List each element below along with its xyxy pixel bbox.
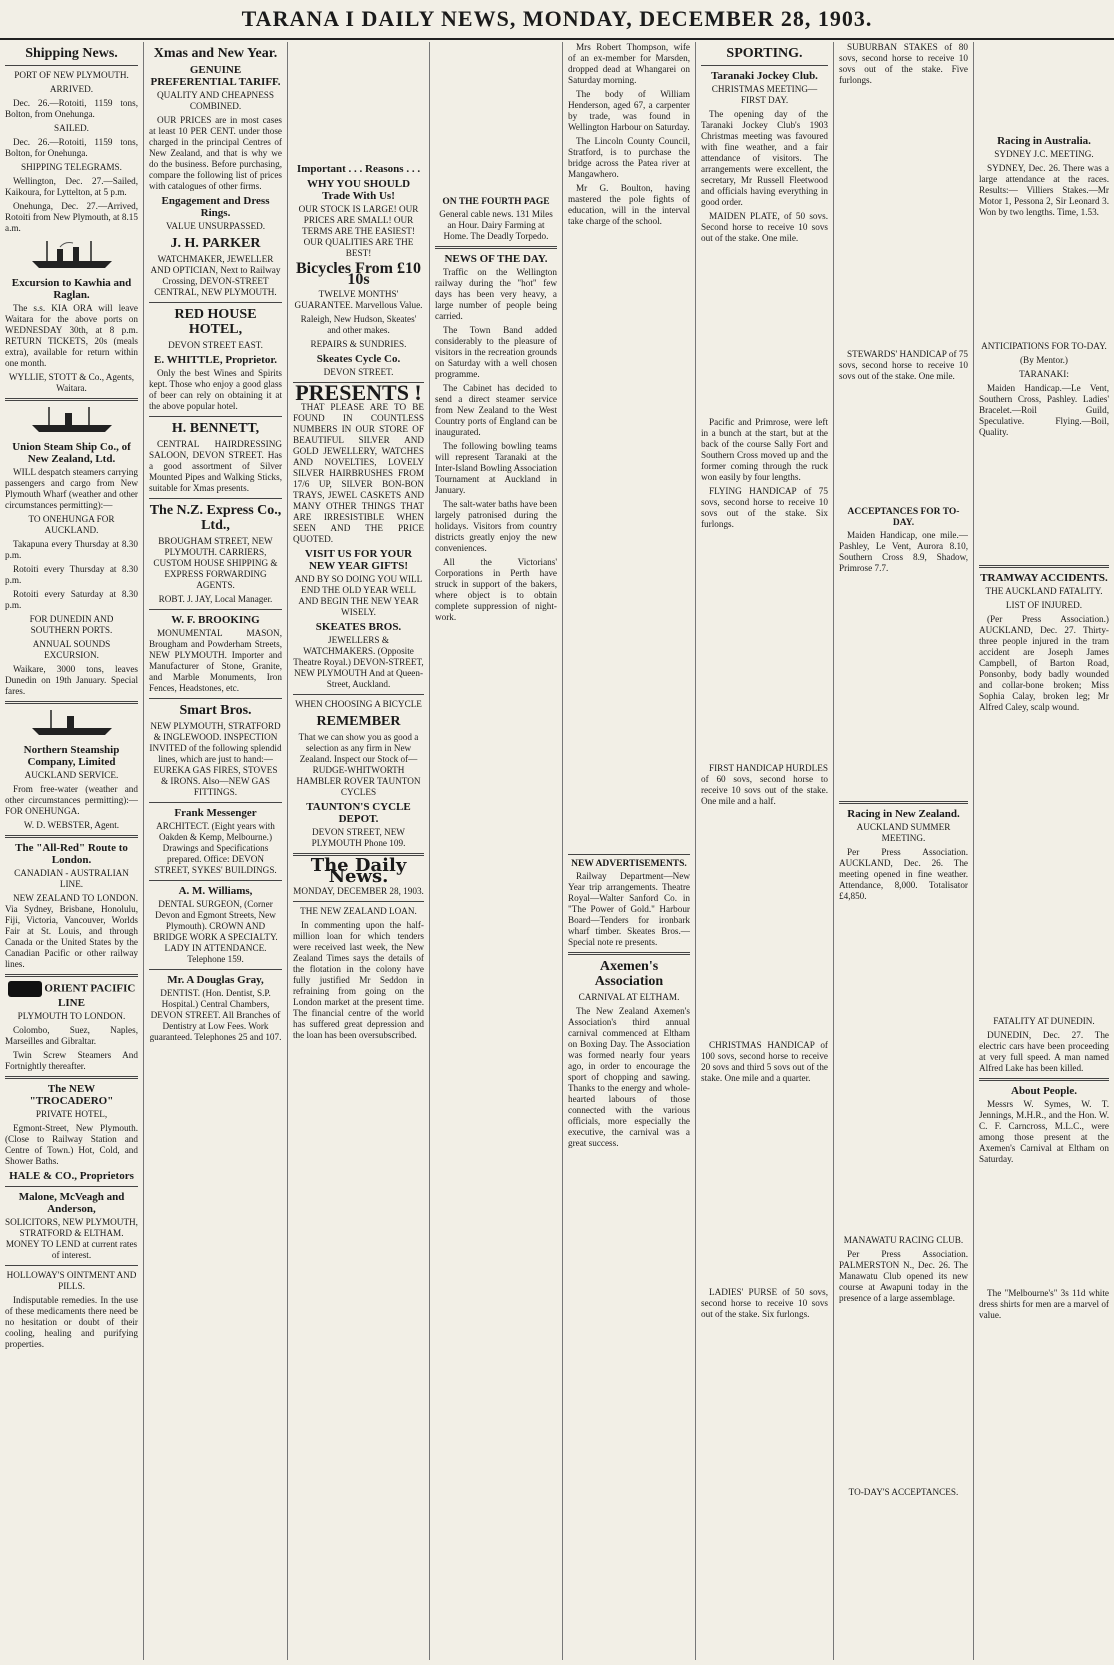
holloway-body: Indisputable remedies. In the use of these medicaments there need be no hesitation or doubt of their cooling, healing and purifying properties. (5, 1295, 138, 1349)
taunton-addr: DEVON STREET, NEW PLYMOUTH Phone 109. (311, 827, 406, 848)
williams-body: DENTAL SURGEON, (Corner Devon and Egmont Streets, New Plymouth). CROWN AND BRIDGE WORK A SPECIALTY. LADY IN ATTENDANCE. Telephone 159. (153, 899, 278, 964)
northern-heading: Northern Steamship Company, Limited (23, 744, 120, 768)
telegram-entry: Onehunga, Dec. 27.—Arrived, Rotoiti from New Plymouth, at 8.15 a.m. (5, 201, 138, 233)
text-block-continued (979, 1168, 1109, 1288)
divider (5, 398, 138, 401)
shipping-heading: Shipping News. (25, 46, 118, 61)
by-line: (By Mentor.) (1020, 355, 1068, 365)
divider (149, 609, 282, 610)
results-table (839, 89, 968, 349)
anticipations-body: Maiden Handicap.—Le Vent, Southern Cross, Pashley. Ladies' Bracelet.—Roil Guild, Speculative. Flying.—Boil, Quality. (979, 383, 1109, 437)
tram-body: (Per Press Association.) AUCKLAND, Dec. 27. Thirty-three people injured in the tram accident are Joseph James Campbell, of Barton Road, Ponsonby, body badly wounded and collar-bone broken; Miss Sophia Calay, broken leg; Mr Alfred Caley, scalp wound. (979, 614, 1109, 712)
williams-heading: A. M. Williams, (178, 885, 253, 897)
excursion-body: The s.s. KIA ORA will leave Waitara for the above ports on WEDNESDAY 30th, at 8 p.m. RETURN TICKETS, 20s (meals extra), available for return within one month. (5, 303, 138, 368)
column-shipping (0, 42, 144, 1660)
brooking-body: MONUMENTAL MASON, Brougham and Powderham Streets, NEW PLYMOUTH. Importer and Manufacturer of Stone, Granite, and Marble Monuments, Iron Fences, Headstones, etc. (149, 628, 282, 693)
results-table (701, 1087, 828, 1287)
text-block-continued (435, 45, 557, 195)
sydney-label: SYDNEY J.C. MEETING. (994, 149, 1094, 159)
end-year-line: AND BY SO DOING YOU WILL END THE OLD YEAR WELL AND BEGIN THE NEW YEAR WISELY. (294, 574, 423, 617)
repairs-line: REPAIRS & SUNDRIES. (310, 339, 407, 349)
redhouse-sub: DEVON STREET EAST. (168, 340, 263, 350)
prices-body: OUR PRICES are in most cases at least 10 PER CENT. under those charged in the principal Centres of New Zealand, and that is why we do the business. Before purchasing, compare the following list of prices with catalogues of other firms. (149, 115, 282, 191)
fourth-page-heading: ON THE FOURTH PAGE (442, 197, 550, 207)
news-item: Traffic on the Wellington railway during the "hot" few days has been very heavy, a large number of people being carried. (435, 267, 557, 321)
text-block-continued (979, 716, 1109, 1016)
telegram-entry: Wellington, Dec. 27.—Sailed, Kaikoura, for Lyttelton, at 5 p.m. (5, 176, 138, 197)
taunton-heading: TAUNTON'S CYCLE DEPOT. (306, 801, 411, 825)
column-ads-right (288, 42, 430, 1660)
news-item: The following bowling teams will represent Taranaki at the Inter-Island Bowling Association Tournament at Auckland in January. (435, 441, 557, 495)
jockey-body: The opening day of the Taranaki Jockey Club's 1903 Christmas meeting was favoured with fine weather, and a fair attendance of visitors. The arrangements were excellent, the secretary, Mr Russell Fleetwood and officials having everything in good order. (701, 109, 828, 207)
masthead (0, 0, 1114, 40)
messenger-heading: Frank Messenger (174, 807, 257, 819)
column-ads-left (144, 42, 288, 1660)
race-heading: FIRST HANDICAP HURDLES of 60 sovs, second horse to receive 10 sovs out of the stake. One mile and a half. (701, 763, 828, 806)
results-table (839, 385, 968, 505)
dunedin-label: FOR DUNEDIN AND SOUTHERN PORTS. (29, 614, 114, 635)
smart-body: NEW PLYMOUTH, STRATFORD & INGLEWOOD. INSPECTION INVITED of the following splendid lines, which are just to hand:— EUREKA GAS FIRES, STOVES & IRONS. Also—NEW GAS FITTINGS. (149, 721, 282, 797)
race-heading: MAIDEN PLATE, of 50 sovs. Second horse to receive 10 sovs out of the stake. One mile. (701, 211, 828, 243)
parker-body: WATCHMAKER, JEWELLER AND OPTICIAN, Next to Railway Crossing, DEVON-STREET CENTRAL, NEW PLYMOUTH. (150, 254, 281, 297)
column-sporting (696, 42, 834, 1660)
trocadero-body: Egmont-Street, New Plymouth. (Close to Railway Station and Centre of Town.) Hot, Cold, and Shower Baths. (5, 1123, 138, 1166)
divider (149, 698, 282, 699)
race-report: Pacific and Primrose, were left in a bunch at the start, but at the back of the course Sally Fort and Southern Cross moved up and the former coming through the ruck won easily by four lengths. (701, 417, 828, 482)
parker-heading: J. H. PARKER (170, 236, 261, 251)
skeates-cycle-heading: Skeates Cycle Co. (316, 353, 401, 365)
northern-agent: W. D. WEBSTER, Agent. (23, 820, 120, 830)
bennett-heading: H. BENNETT, (171, 421, 260, 436)
bicycles-heading: Bicycles From £10 10s (295, 260, 421, 288)
acceptances-body: Maiden Handicap, one mile.—Pashley, Le Vent, Aurora 8.10, Southern Cross 8.9, Shadow, Primrose 7.7. (839, 530, 968, 573)
sydney-body: SYDNEY, Dec. 26. There was a large attendance at the races. Results:— Villiers Stakes.—Mr Motor 1, Pessona 2, Sir Leonard 3. Won by two lengths. Time, 1.53. (979, 163, 1109, 217)
text-block-continued (568, 230, 690, 850)
annual-body: Waikare, 3000 tons, leaves Dunedin on 19th January. Special fares. (5, 664, 138, 696)
news-item: The salt-water baths have been largely patronised during the holidays. Visitors from country districts greatly enjoy the new conveniences. (435, 499, 557, 553)
hale-heading: HALE & CO., Proprietors (9, 1170, 134, 1182)
dunedin-label: FATALITY AT DUNEDIN. (993, 1016, 1095, 1026)
australia-heading: Racing in Australia. (997, 135, 1091, 147)
auckland-body: Per Press Association. AUCKLAND, Dec. 26. The meeting opened in fine weather. Attendance, 8,000. Totalisator £4,850. (839, 847, 968, 901)
divider (568, 854, 690, 855)
results-table (979, 221, 1109, 341)
engagement-heading: Engagement and Dress Rings. (161, 195, 270, 219)
people-body: Messrs W. Symes, W. T. Jennings, M.H.R., and the Hon. W. C. F. Carncross, M.L.C., were among those present at the Axemen's Carnival at Eltham on Saturday. (979, 1099, 1109, 1164)
axemen-body: The New Zealand Axemen's Association's third annual carnival commenced at Eltham on Boxing Day. The Association was formed nearly four years ago, in order to encourage the sport of chopping and sawing. Thanks to the energy and whole-hearted labours of those connected with the various officials, more especially the executive, the carnival was a great success. (568, 1006, 690, 1148)
race-heading: LADIES' PURSE of 50 sovs, second horse to receive 10 sovs out of the stake. Six furlongs. (701, 1287, 828, 1319)
divider (293, 901, 424, 902)
news-item: The body of William Henderson, aged 67, a carpenter by trade, was found in Wellington Harbour on Saturday. (568, 89, 690, 132)
union-sub: TO ONEHUNGA FOR AUCKLAND. (28, 514, 115, 535)
union-line: Rotoiti every Thursday at 8.30 p.m. (5, 564, 138, 585)
axemen-heading: Axemen's Association (594, 959, 664, 989)
column-news (430, 42, 563, 1660)
divider (149, 802, 282, 803)
presents-heading: PRESENTS ! (295, 380, 422, 405)
results-table (839, 1307, 968, 1487)
blank-space (293, 42, 424, 160)
loan-body: In commenting upon the half-million loan for which tenders were received last week, the New Zealand Times says the details of the flotation in the colony have fully justified Mr Seddon in refraining from going on the London market at the present time. The financial centre of the world has suffered great depression and the loan has been oversubscribed. (293, 920, 424, 1040)
divider (701, 65, 828, 66)
results-table (979, 42, 1109, 132)
news-item: The Lincoln County Council, Stratford, is to purchase the bridge across the Patea river at Mangawhero. (568, 136, 690, 179)
carnival-label: CARNIVAL AT ELTHAM. (578, 992, 680, 1002)
loan-heading: THE NEW ZEALAND LOAN. (300, 906, 417, 916)
divider (5, 1186, 138, 1187)
express-agent: ROBT. J. JAY, Local Manager. (158, 594, 273, 604)
tram-heading: TRAMWAY ACCIDENTS. (980, 572, 1108, 584)
express-body: BROUGHAM STREET, NEW PLYMOUTH. CARRIERS, CUSTOM HOUSE SHIPPING & EXPRESS FORWARDING AGENTS. (153, 536, 278, 590)
skeates-sub: JEWELLERS & WATCHMAKERS. (Opposite Theatre Royal.) DEVON-STREET, NEW PLYMOUTH And at Queen-Street, Auckland. (293, 635, 424, 689)
allred-body: NEW ZEALAND TO LONDON. Via Sydney, Brisbane, Honolulu, Fiji, Victoria, Vancouver, Worlds Fair at St. Louis, and through Canada or the United States by the Canadian Pacific or other railway lines. (5, 893, 138, 969)
divider (5, 701, 138, 704)
visit-heading: VISIT US FOR YOUR NEW YEAR GIFTS! (304, 548, 413, 572)
allred-sub: CANADIAN - AUSTRALIAN LINE. (14, 868, 129, 889)
injured-label: LIST OF INJURED. (1005, 600, 1083, 610)
news-heading: NEWS OF THE DAY. (444, 253, 548, 265)
results-table (701, 810, 828, 1040)
steamship-illustration (5, 237, 138, 274)
daily-news-nameplate: The Daily News. (310, 855, 407, 887)
nz-racing-heading: Racing in New Zealand. (847, 808, 960, 820)
gray-body: DENTIST. (Hon. Dentist, S.P. Hospital.) Central Chambers, DEVON STREET. All Branches of Dentistry at Low Fees. Work guaranteed. Telephones 25 and 107. (149, 988, 282, 1042)
whittle-heading: E. WHITTLE, Proprietor. (154, 354, 277, 366)
news-item: All the Victorians' Corporations in Perth have struck in support of the bakers, where object is to obtain complete suppression of night-work. (435, 557, 557, 622)
important-heading: Important . . . Reasons . . . (296, 163, 421, 175)
fatality-label: THE AUCKLAND FATALITY. (985, 586, 1103, 596)
xmas-heading: Xmas and New Year. (153, 46, 278, 61)
orient-heading-text: ORIENT PACIFIC LINE (44, 982, 136, 1009)
telegrams-label: SHIPPING TELEGRAMS. (21, 162, 122, 172)
why-heading: WHY YOU SHOULD Trade With Us! (306, 178, 411, 202)
acceptances-heading: ACCEPTANCES FOR TO-DAY. (847, 507, 960, 528)
orient-sub: PLYMOUTH TO LONDON. (17, 1011, 126, 1021)
excursion-sign: WYLLIE, STOTT & Co., Agents, Waitara. (8, 372, 135, 393)
divider (149, 880, 282, 881)
news-item: The Town Band added considerably to the pleasure of visitors in the recreation grounds on Saturday with a well chosen programme. (435, 325, 557, 379)
race-heading: CHRISTMAS HANDICAP of 100 sovs, second horse to receive 20 sovs and third 5 sovs out of the stake. One mile and a quarter. (701, 1040, 828, 1083)
ink-blot (8, 981, 42, 997)
union-line: Rotoiti every Saturday at 8.30 p.m. (5, 589, 138, 610)
annual-label: ANNUAL SOUNDS EXCURSION. (32, 639, 111, 660)
malone-heading: Malone, McVeagh and Anderson, (18, 1191, 125, 1215)
remember-body: That we can show you as good a selection as any firm in New Zealand. Inspect our Stock of— RUDGE-WHITWORTH HAMBLER ROVER TAUNTON CYCLES (296, 732, 421, 797)
divider (5, 835, 138, 838)
auckland-label: AUCKLAND SUMMER MEETING. (856, 822, 951, 843)
quality-line: QUALITY AND CHEAPNESS COMBINED. (156, 90, 275, 111)
column-australia (974, 42, 1114, 1660)
manawatu-label: MANAWATU RACING CLUB. (843, 1235, 964, 1245)
taranaki-label: TARANAKI: (1019, 369, 1069, 379)
arrival-entry: Dec. 26.—Rotoiti, 1159 tons, Bolton, from Onehunga. (5, 98, 138, 119)
results-table (701, 247, 828, 417)
smart-heading: Smart Bros. (179, 703, 252, 718)
express-heading: The N.Z. Express Co., Ltd., (149, 503, 282, 533)
divider (149, 969, 282, 970)
remember-lead: WHEN CHOOSING A BICYCLE (295, 699, 422, 709)
northern-sub: AUCKLAND SERVICE. (24, 770, 119, 780)
anticipations-list (979, 441, 1109, 561)
union-heading: Union Steam Ship Co., of New Zealand, Ltd. (12, 441, 131, 465)
dateline: MONDAY, DECEMBER 28, 1903. (293, 886, 424, 896)
divider (5, 1076, 138, 1079)
raleigh-line: Raleigh, New Hudson, Skeates' and other makes. (300, 314, 417, 335)
todays-label: TO-DAY'S ACCEPTANCES. (848, 1487, 959, 1497)
redhouse-heading: RED HOUSE HOTEL, (174, 307, 257, 337)
value-line: VALUE UNSURPASSED. (165, 221, 266, 231)
race-heading: SUBURBAN STAKES of 80 sovs, second horse to receive 10 sovs out of the stake. Five furlongs. (839, 42, 968, 85)
orient-body: Colombo, Suez, Naples, Marseilles and Gibraltar. (5, 1025, 138, 1046)
holloway-heading: HOLLOWAY'S OINTMENT AND PILLS. (6, 1270, 137, 1291)
new-ads-body: Railway Department—New Year trip arrangements. Theatre Royal—Walter Sanford Co. in "The Power of Gold." Harbour Board—Tenders for ironbark wharf timber. Skeates Bros.—Special note re presents. (568, 871, 690, 947)
skeates-bros-heading: SKEATES BROS. (315, 621, 402, 633)
column-racing (834, 42, 974, 1660)
divider (5, 65, 138, 66)
divider (435, 246, 557, 249)
gray-heading: Mr. A Douglas Gray, (167, 974, 264, 986)
divider (149, 302, 282, 303)
sailing-entry: Dec. 26.—Rotoiti, 1159 tons, Bolton, for Onehunga. (5, 137, 138, 158)
column-news-2 (563, 42, 696, 1660)
divider (149, 416, 282, 417)
results-table (701, 533, 828, 763)
trocadero-heading: The NEW "TROCADERO" (29, 1083, 114, 1107)
allred-heading: The "All-Red" Route to London. (15, 842, 128, 866)
whittle-body: Only the best Wines and Spirits kept. Those who enjoy a good glass of beer can rely on obtaining it at the above popular hotel. (149, 368, 282, 411)
messenger-body: ARCHITECT. (Eight years with Oakden & Kemp, Melbourne.) Drawings and Specifications prepared. Office: DEVON STREET, SYKES' BUILDINGS. (154, 821, 277, 875)
manawatu-body: Per Press Association. PALMERSTON N., Dec. 26. The Manawatu Club opened its new course at Awapuni today in the presence of a large assemblage. (839, 1249, 968, 1303)
divider (979, 1078, 1109, 1081)
people-heading: About People. (1011, 1085, 1077, 1097)
divider (149, 498, 282, 499)
melbourne-ad: The "Melbourne's" 3s 11d white dress shirts for men are a marvel of value. (979, 1288, 1109, 1320)
anticipations-label: ANTICIPATIONS FOR TO-DAY. (981, 341, 1107, 351)
divider (979, 565, 1109, 568)
new-ads-heading: NEW ADVERTISEMENTS. (571, 859, 687, 869)
devon-line: DEVON STREET. (323, 367, 394, 377)
northern-body: From free-water (weather and other circumstances permitting):— FOR ONEHUNGA. (5, 784, 138, 816)
guarantee-line: TWELVE MONTHS' GUARANTEE. Marvellous Value. (294, 289, 423, 310)
orient-heading (5, 981, 138, 1009)
divider (5, 1265, 138, 1266)
news-item: Mrs Robert Thompson, wife of an ex-member for Marsden, dropped dead at Whangarei on Saturday morning. (568, 42, 690, 85)
stock-body: OUR STOCK IS LARGE! OUR PRICES ARE SMALL! OUR TERMS ARE THE EASIEST! OUR QUALITIES ARE THE BEST! (298, 204, 419, 258)
jockey-heading: Taranaki Jockey Club. (711, 70, 818, 82)
dunedin-body: DUNEDIN, Dec. 27. The electric cars have been proceeding at very full speed. A man named Alfred Lake has been killed. (979, 1030, 1109, 1073)
divider (839, 801, 968, 804)
divider (5, 974, 138, 977)
acceptances-list (839, 577, 968, 797)
results-table (839, 905, 968, 1235)
port-line: PORT OF NEW PLYMOUTH. (14, 70, 129, 80)
trocadero-sub: PRIVATE HOTEL, (35, 1109, 108, 1119)
excursion-heading: Excursion to Kawhia and Raglan. (11, 277, 132, 301)
page-title: TARANA I DAILY NEWS, MONDAY, DECEMBER 28, 1903. (241, 6, 873, 31)
presents-body: THAT PLEASE ARE TO BE FOUND IN COUNTLESS NUMBERS IN OUR STORE OF BEAUTIFUL SILVER AND GOLD JEWELLERY, WATCHES AND NOVELTIES, LOVELY SILVER HAIRBRUSHES FROM 17/6 UP, SILVER BON-BON TRAYS, JEWEL CASKETS AND MANY OTHER THINGS THAT ARE IRRESISTIBLE WHEN SEEN AND THE PRICE QUOTED. (293, 402, 424, 544)
steamship-illustration (5, 405, 138, 438)
divider (293, 694, 424, 695)
union-line: Takapuna every Thursday at 8.30 p.m. (5, 539, 138, 560)
malone-body: SOLICITORS, NEW PLYMOUTH, STRATFORD & ELTHAM. MONEY TO LEND at current rates of interest. (5, 1217, 138, 1260)
remember-heading: REMEMBER (316, 714, 401, 729)
tariff-heading: GENUINE PREFERENTIAL TARIFF. (150, 64, 281, 88)
race-heading: STEWARDS' HANDICAP of 75 sovs, second horse to receive 10 sovs out of the stake. One mile. (839, 349, 969, 381)
brooking-heading: W. F. BROOKING (171, 614, 260, 626)
orient-note: Twin Screw Steamers And Fortnightly thereafter. (5, 1050, 138, 1071)
meeting-label: CHRISTMAS MEETING—FIRST DAY. (711, 84, 818, 105)
bennett-body: CENTRAL HAIRDRESSING SALOON, DEVON STREET. Has a good assortment of Silver Mounted Pipes and Walking Sticks, suitable for Xmas presents. (149, 439, 282, 493)
race-heading: FLYING HANDICAP of 75 sovs, second horse to receive 10 sovs out of the stake. Six furlongs. (701, 486, 828, 529)
sailed-label: SAILED. (54, 123, 89, 133)
fourth-page-body: General cable news. 131 Miles an Hour. Dairy Farming at Home. The Deadly Torpedo. (439, 209, 553, 241)
news-item: The Cabinet has decided to send a direct steamer service from New Zealand to the West Country ports of England can be inaugurated. (435, 383, 557, 437)
arrived-label: ARRIVED. (49, 84, 94, 94)
divider (568, 952, 690, 955)
news-item: Mr G. Boulton, having mastered the pole fights of education, will in the interval take charge of the school. (568, 183, 690, 226)
union-body: WILL despatch steamers carrying passengers and cargo from New Plymouth Wharf (weather and other circumstances permitting):— (5, 467, 138, 510)
sporting-heading: SPORTING. (726, 46, 803, 61)
steamship-illustration (5, 708, 138, 741)
